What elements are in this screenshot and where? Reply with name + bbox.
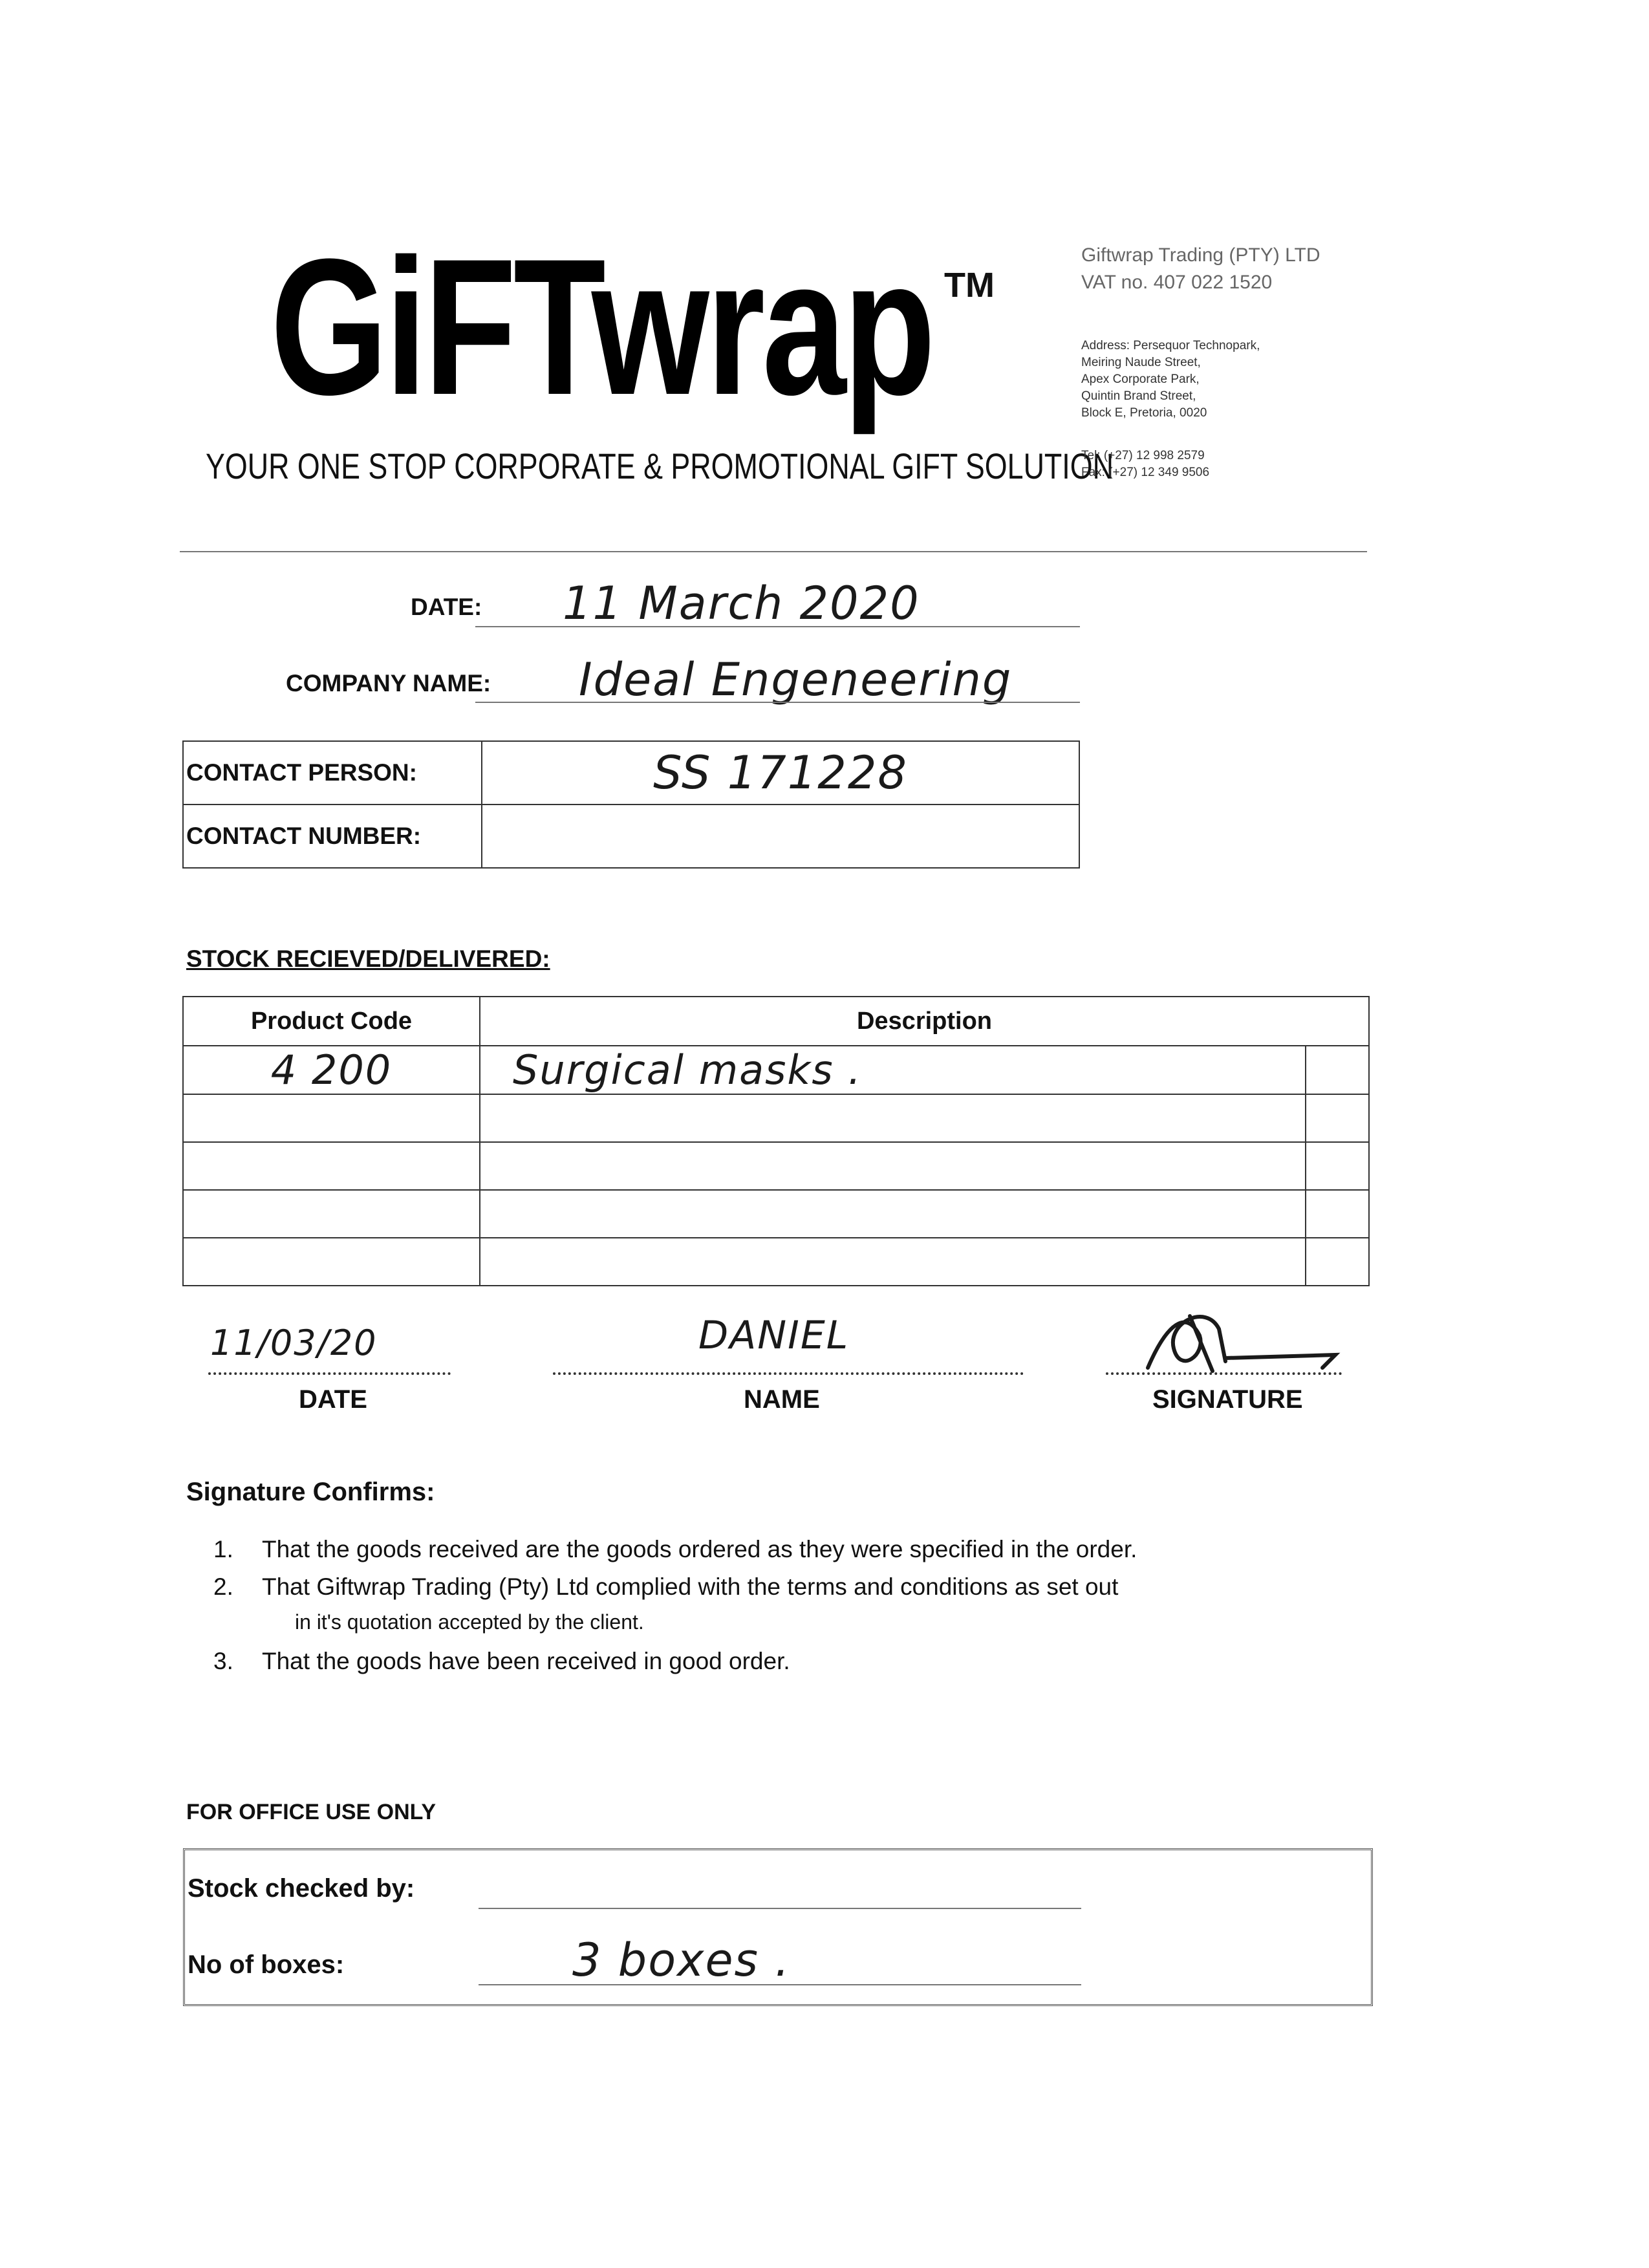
product-code-cell[interactable] bbox=[183, 1142, 480, 1190]
table-row bbox=[183, 1094, 1369, 1142]
product-code-cell[interactable] bbox=[183, 1094, 480, 1142]
contact-table bbox=[182, 740, 1080, 869]
confirm-item-text: That Giftwrap Trading (Pty) Ltd complied with the terms and conditions as set out bbox=[262, 1573, 1119, 1600]
contact-number-label: CONTACT NUMBER: bbox=[186, 823, 422, 849]
description-cell[interactable] bbox=[480, 1238, 1306, 1286]
fax-number: Fax: (+27) 12 349 9506 bbox=[1081, 466, 1210, 479]
company-logo: GiFTwrap bbox=[270, 218, 933, 435]
address-line: Meiring Naude Street, bbox=[1081, 356, 1201, 369]
signature-label: SIGNATURE bbox=[1152, 1385, 1303, 1414]
product-code-cell[interactable] bbox=[183, 1190, 480, 1238]
column-header-product-code: Product Code bbox=[183, 997, 480, 1046]
qty-cell[interactable] bbox=[1306, 1094, 1369, 1142]
company-underline bbox=[475, 702, 1080, 703]
table-row bbox=[183, 1046, 1369, 1094]
confirm-item-number: 3. bbox=[213, 1648, 233, 1674]
address-line: Apex Corporate Park, bbox=[1081, 373, 1200, 386]
trademark-mark: TM bbox=[944, 266, 995, 305]
product-code-cell[interactable] bbox=[183, 1238, 480, 1286]
qty-cell[interactable] bbox=[1306, 1142, 1369, 1190]
description-cell[interactable] bbox=[480, 1142, 1306, 1190]
date-label: DATE: bbox=[411, 594, 482, 620]
vat-number: VAT no. 407 022 1520 bbox=[1081, 272, 1273, 293]
description-cell[interactable] bbox=[480, 1094, 1306, 1142]
contact-person-field[interactable]: SS 171228 bbox=[653, 746, 908, 799]
confirm-item-number: 2. bbox=[213, 1573, 233, 1600]
company-name-label: COMPANY NAME: bbox=[286, 670, 491, 697]
company-legal-name: Giftwrap Trading (PTY) LTD bbox=[1081, 244, 1320, 266]
confirm-item-text: That the goods have been received in good order. bbox=[262, 1648, 790, 1674]
sign-date-field[interactable]: 11/03/20 bbox=[210, 1323, 378, 1363]
sign-name-dotline bbox=[553, 1372, 1024, 1375]
boxes-field[interactable]: 3 boxes . bbox=[572, 1934, 791, 1987]
sign-name-label: NAME bbox=[744, 1385, 820, 1414]
stock-checked-label: Stock checked by: bbox=[188, 1874, 415, 1903]
description-cell[interactable] bbox=[480, 1190, 1306, 1238]
qty-cell[interactable] bbox=[1306, 1190, 1369, 1238]
header-divider bbox=[180, 551, 1367, 552]
date-underline bbox=[475, 626, 1080, 627]
table-row bbox=[183, 1238, 1369, 1286]
boxes-label: No of boxes: bbox=[188, 1950, 345, 1979]
address-line: Address: Persequor Technopark, bbox=[1081, 339, 1260, 352]
company-name-field[interactable]: Ideal Engeneering bbox=[579, 653, 1013, 706]
product-code-cell[interactable]: 4 200 bbox=[270, 1046, 393, 1094]
confirm-item-number: 1. bbox=[213, 1536, 233, 1562]
stock-heading: STOCK RECIEVED/DELIVERED: bbox=[186, 945, 550, 972]
contact-person-label: CONTACT PERSON: bbox=[186, 759, 417, 786]
description-cell[interactable]: Surgical masks . bbox=[513, 1046, 863, 1094]
boxes-underline bbox=[479, 1984, 1081, 1985]
product-table bbox=[182, 996, 1370, 1286]
stock-checked-underline bbox=[479, 1908, 1081, 1909]
confirm-item-continuation: in it's quotation accepted by the client. bbox=[295, 1610, 644, 1634]
table-row bbox=[183, 1142, 1369, 1190]
confirm-item-text: That the goods received are the goods ordered as they were specified in the order. bbox=[262, 1536, 1137, 1562]
table-row bbox=[183, 1190, 1369, 1238]
company-tagline: YOUR ONE STOP CORPORATE & PROMOTIONAL GIFT SOLUTION bbox=[206, 446, 1114, 486]
address-line: Quintin Brand Street, bbox=[1081, 389, 1196, 403]
confirms-heading: Signature Confirms: bbox=[186, 1478, 435, 1506]
sign-name-field[interactable]: DANIEL bbox=[698, 1313, 850, 1358]
address-line: Block E, Pretoria, 0020 bbox=[1081, 406, 1207, 420]
qty-cell[interactable] bbox=[1306, 1046, 1369, 1094]
office-use-heading: FOR OFFICE USE ONLY bbox=[186, 1800, 436, 1824]
sign-date-label: DATE bbox=[299, 1385, 367, 1414]
sign-date-dotline bbox=[208, 1372, 451, 1375]
qty-cell[interactable] bbox=[1306, 1238, 1369, 1286]
signature-dotline bbox=[1106, 1372, 1342, 1375]
column-header-description: Description bbox=[480, 997, 1369, 1046]
tel-number: Tel: (+27) 12 998 2579 bbox=[1081, 449, 1205, 462]
signature-mark[interactable] bbox=[1128, 1297, 1348, 1381]
date-field[interactable]: 11 March 2020 bbox=[563, 577, 920, 630]
